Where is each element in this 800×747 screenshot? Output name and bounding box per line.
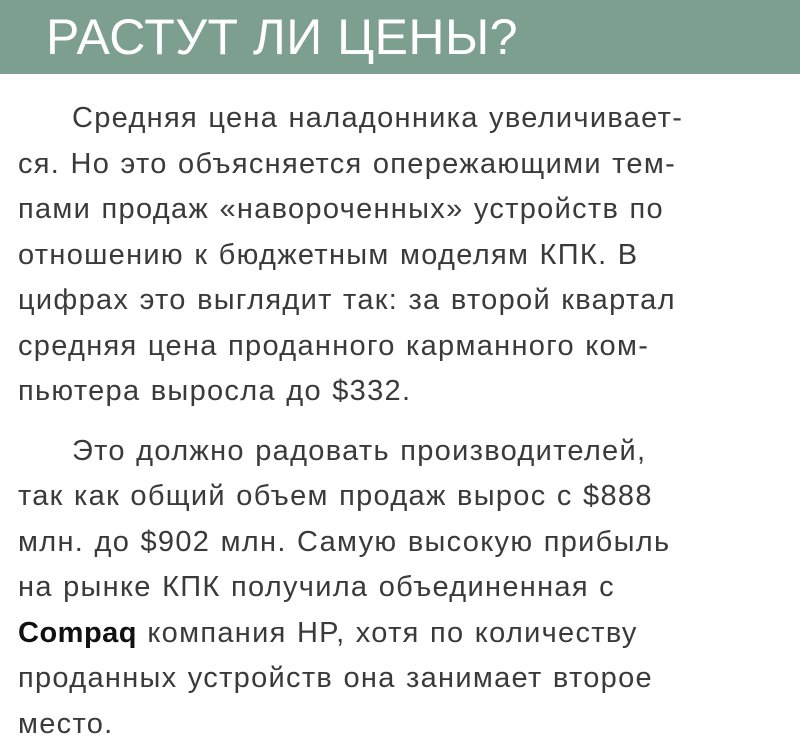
page-title: РАСТУТ ЛИ ЦЕНЫ?: [46, 9, 519, 65]
article-body: [18, 96, 788, 747]
text-line: так как общий объем продаж вырос с $888: [18, 480, 653, 512]
text-fragment: компания HP, хотя по количеству: [137, 616, 638, 649]
header-banner: [0, 0, 800, 74]
text-line: млн. до $902 млн. Самую высокую прибыль: [18, 525, 671, 558]
text-line: средняя цена проданного карманного ком-: [18, 329, 650, 362]
paragraph-average-price: [18, 96, 788, 415]
text-line: Это должно радовать производителей,: [72, 434, 647, 467]
paragraph-manufacturers: [18, 429, 788, 747]
text-line: отношению к бюджетным моделям КПК. В: [18, 238, 639, 271]
text-line: цифрах это выглядит так: за второй квартал: [18, 284, 676, 316]
text-line: проданных устройств она занимает второе: [18, 662, 653, 694]
text-line: [18, 611, 788, 657]
text-line: пами продаж «навороченных» устройств по: [18, 193, 664, 225]
text-line: пьютера выросла до $332.: [18, 375, 412, 407]
text-line: ся. Но это объясняется опережающими тем-: [18, 147, 677, 180]
brand-compaq: Compaq: [18, 616, 137, 649]
text-line: Средняя цена наладонника увеличивает-: [72, 102, 684, 134]
text-line: место.: [18, 707, 114, 740]
text-line: на рынке КПК получила объединенная с: [18, 571, 615, 603]
